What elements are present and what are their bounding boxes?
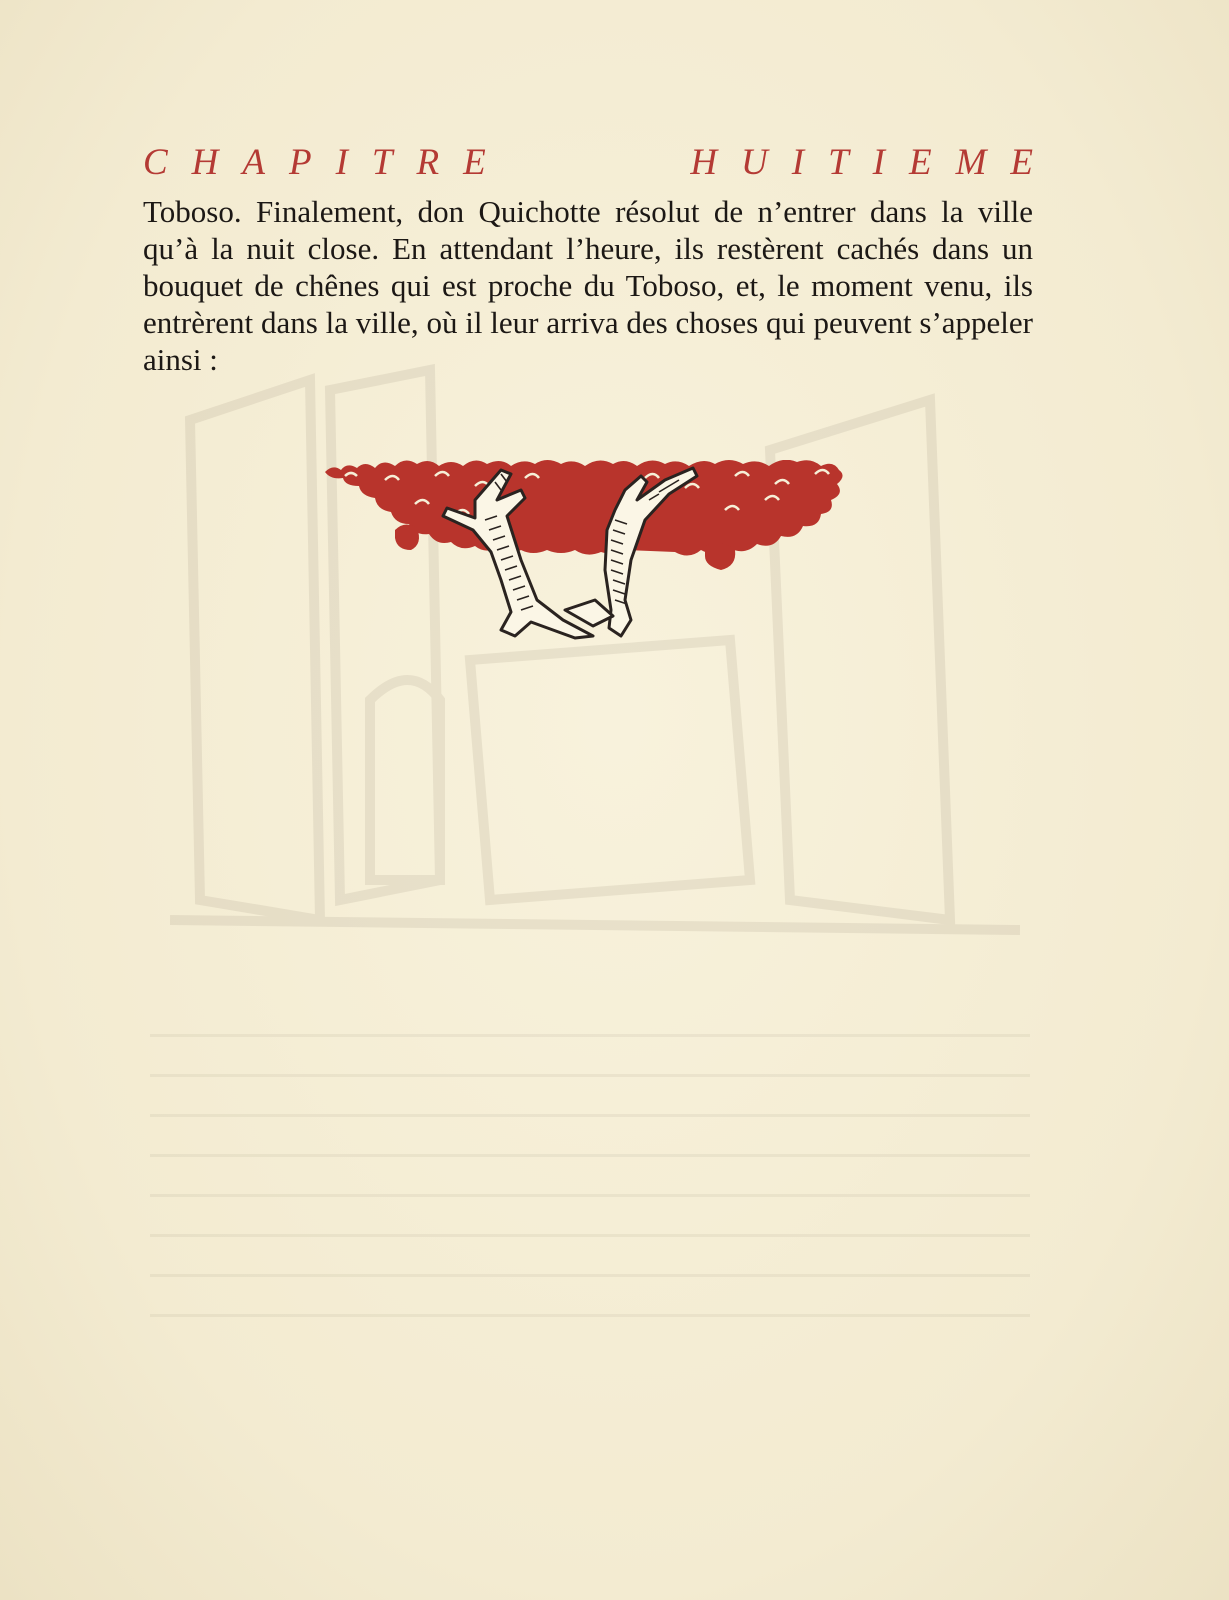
running-head bbox=[143, 140, 1057, 186]
running-head-word-2 bbox=[623, 140, 1057, 186]
heading-letters-1: CHAPITRE bbox=[143, 142, 510, 183]
two-oak-trees-woodcut-icon bbox=[325, 460, 845, 660]
heading-letters-2: HUITIEME bbox=[690, 142, 1057, 183]
show-through-text bbox=[150, 1000, 1030, 1320]
running-head-word-1 bbox=[143, 140, 538, 186]
body-paragraph: Toboso. Finalement, don Quichotte résolut de n’entrer dans la ville qu’à la nuit close. En attendant l’heure, ils restèrent cachés dans un bouquet de chênes qui est proche du Toboso, et, le moment venu, ils entrèrent dans la ville, où il leur arriva des choses qui peuvent s’appeler ainsi : bbox=[143, 194, 1033, 377]
show-through-woodcut bbox=[170, 360, 1020, 960]
